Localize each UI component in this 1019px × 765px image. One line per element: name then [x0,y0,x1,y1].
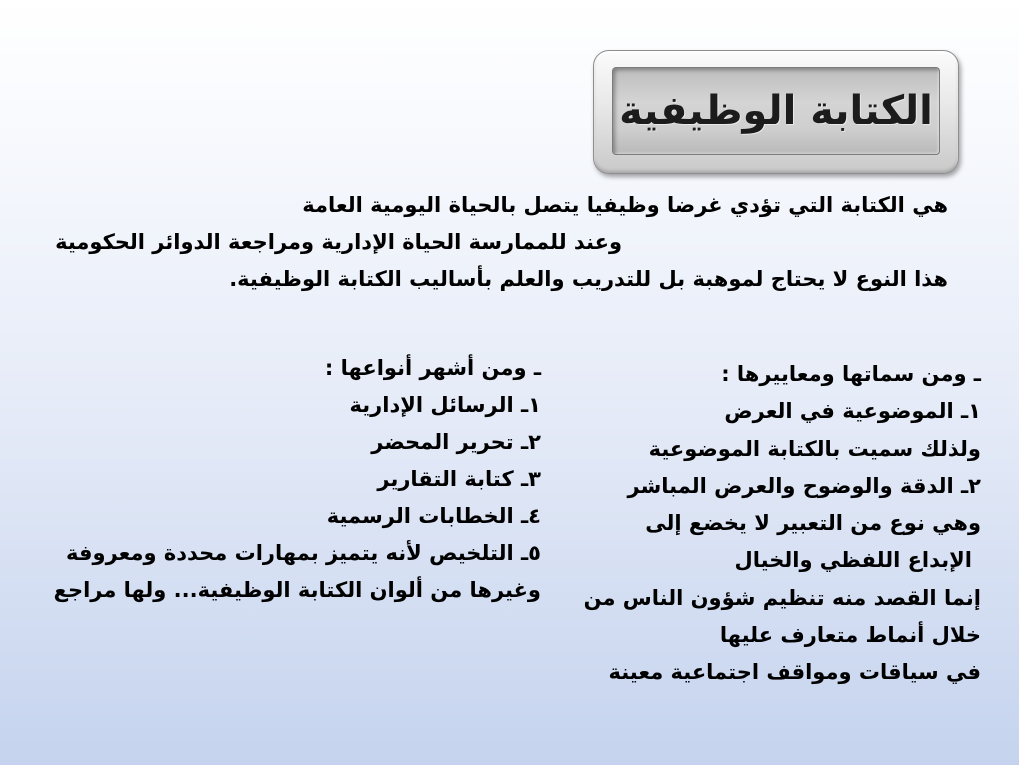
features-heading: ـ ومن سماتها ومعاييرها : [721,362,981,386]
definition-line: وعند للممارسة الحياة الإدارية ومراجعة الدوائر الحكومية [55,230,622,254]
features-line: خلال أنماط متعارف عليها [719,623,981,648]
types-line: ٢ـ تحرير المحضر [371,430,541,454]
types-heading: ـ ومن أشهر أنواعها : [324,356,541,380]
features-line: الإبداع اللفظي والخيال [734,548,972,573]
features-line: ١ـ الموضوعية في العرض [724,399,981,424]
features-line: في سياقات ومواقف اجتماعية معينة [608,660,981,685]
features-line: إنما القصد منه تنظيم شؤون الناس من [583,585,981,610]
types-line: ٥ـ التلخيص لأنه يتميز بمهارات محددة ومعروفة [66,541,541,565]
features-line: ٢ـ الدقة والوضوح والعرض المباشر [627,473,981,498]
slide-title: الكتابة الوظيفية [619,88,933,134]
slide-title-box [612,67,940,155]
types-line: وغيرها من ألوان الكتابة الوظيفية... ولها مراجع [53,578,541,602]
types-line: ٣ـ كتابة التقارير [377,467,541,491]
features-list [581,356,981,692]
definition-paragraph [48,187,948,298]
types-line: ١ـ الرسائل الإدارية [349,393,541,417]
types-list [41,350,541,609]
definition-line: هي الكتابة التي تؤدي غرضا وظيفيا يتصل بالحياة اليومية العامة [302,193,948,217]
slide-title-frame [593,50,959,174]
features-line: وهي نوع من التعبير لا يخضع إلى [645,511,981,536]
definition-line: هذا النوع لا يحتاج لموهبة بل للتدريب والعلم بأساليب الكتابة الوظيفية. [229,267,948,291]
types-line: ٤ـ الخطابات الرسمية [326,504,541,528]
features-line: ولذلك سميت بالكتابة الموضوعية [648,436,981,461]
